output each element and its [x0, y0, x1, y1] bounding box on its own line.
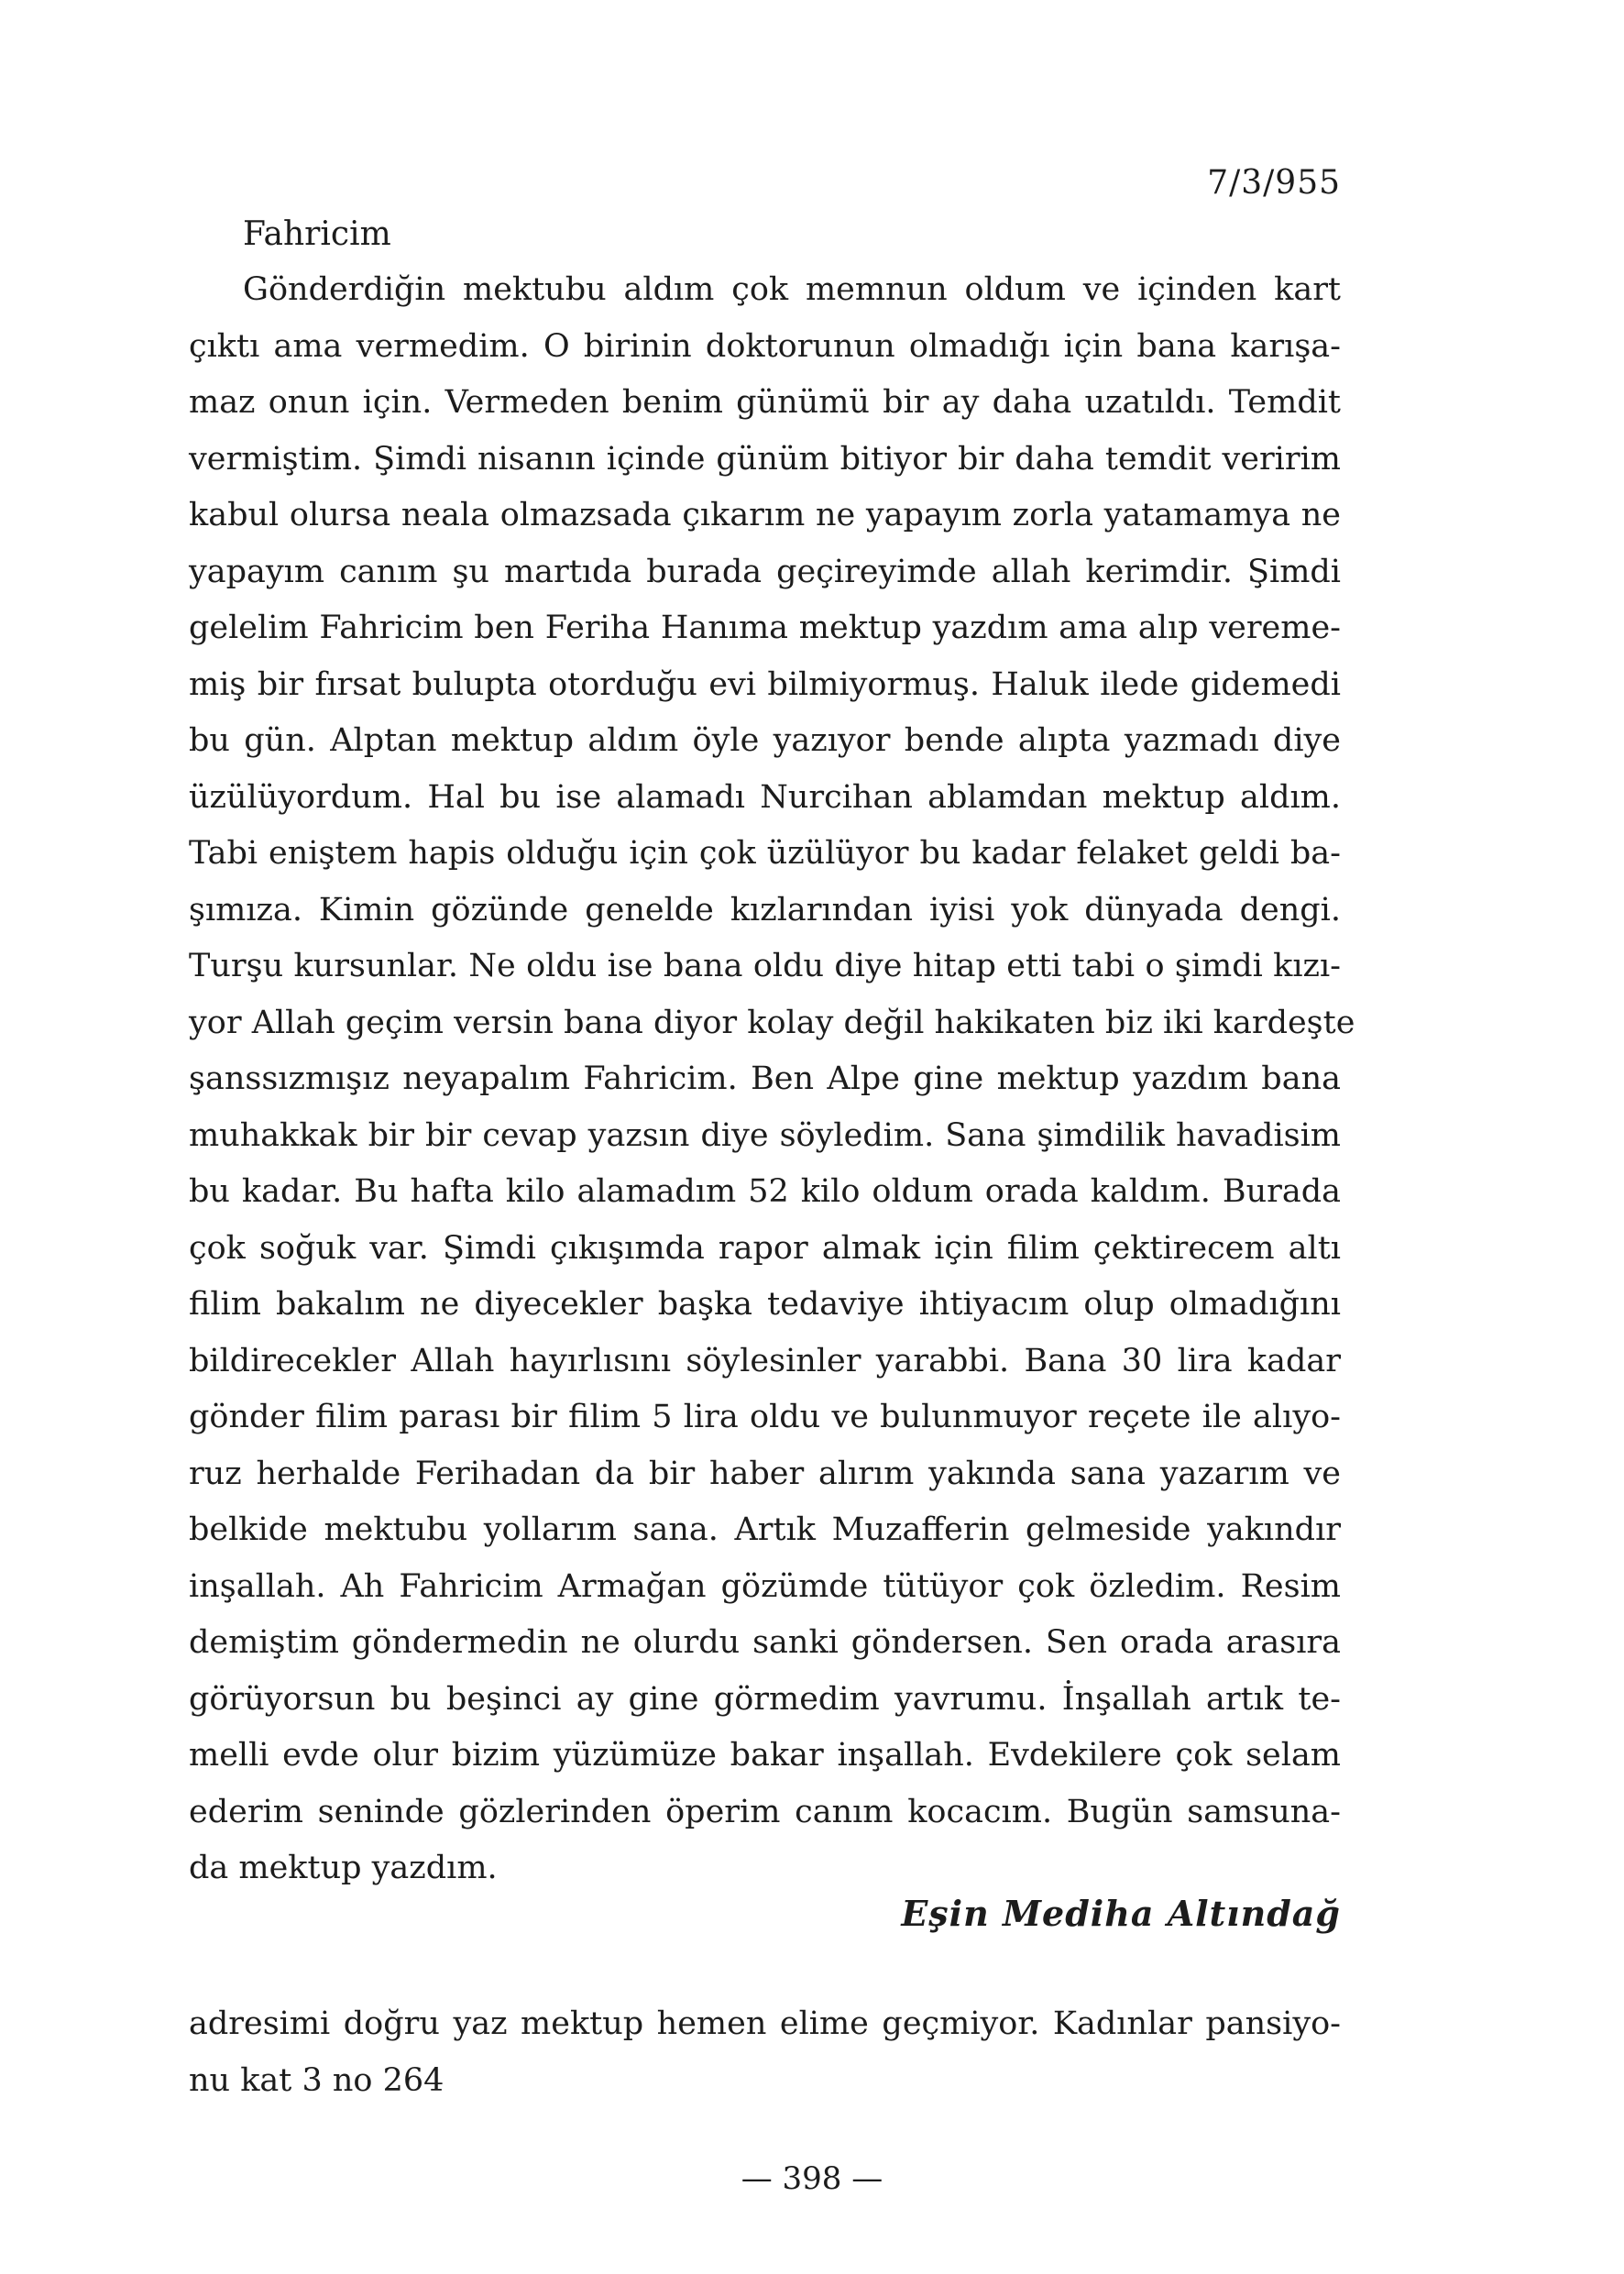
body-line: bu gün. Alptan mektup aldım öyle yazıyor bende alıpta yazmadı diye	[189, 722, 1341, 759]
body-line: maz onun için. Vermeden benim günümü bir ay daha uzatıldı. Temdit	[189, 384, 1341, 421]
body-line: melli evde olur bizim yüzümüze bakar inşallah. Evdekilere çok selam	[189, 1737, 1341, 1774]
body-line: demiştim göndermedin ne olurdu sanki göndersen. Sen orada arasıra	[189, 1624, 1341, 1661]
body-line: ruz herhalde Ferihadan da bir haber alırım yakında sana yazarım ve	[189, 1455, 1341, 1492]
body-line: yapayım canım şu martıda burada geçireyimde allah kerimdir. Şimdi	[189, 553, 1341, 590]
body-line: kabul olursa neala olmazsada çıkarım ne yapayım zorla yatamamya ne	[189, 497, 1341, 533]
body-line: çok soğuk var. Şimdi çıkışımda rapor almak için filim çektirecem altı	[189, 1229, 1341, 1267]
body-line: miş bir fırsat buluptа otorduğu evi bilmiyormuş. Haluk ilede gidemedi	[189, 665, 1341, 703]
postscript-line: nu kat 3 no 264	[189, 2061, 444, 2099]
page-number: — 398 —	[741, 2160, 883, 2197]
body-line: gönder filim parası bir filim 5 lira oldu ve bulunmuyor reçete ile alıyo-	[189, 1399, 1341, 1435]
body-line: üzülüyordum. Hal bu ise alamadı Nurcihan ablamdan mektup aldım.	[189, 778, 1341, 816]
body-line: Tabi eniştem hapis olduğu için çok üzülüyor bu kadar felaket geldi ba-	[189, 835, 1341, 872]
body-line: Turşu kursunlar. Ne oldu ise bana oldu diye hitap etti tabi o şimdi kızı-	[189, 948, 1341, 984]
letter-postscript	[189, 1996, 1341, 2109]
body-line: muhakkak bir bir cevap yazsın diye söyledim. Sana şimdilik havadisim	[189, 1116, 1341, 1154]
body-line: bu kadar. Bu hafta kilo alamadım 52 kilo oldum orada kaldım. Burada	[189, 1173, 1341, 1210]
body-line: da mektup yazdım.	[189, 1850, 498, 1886]
body-line: çıktı ama vermedim. O birinin doktorunun olmadığı için bana karışa-	[189, 327, 1341, 365]
body-line: filim bakalım ne diyecekler başka tedaviye ihtiyacım olup olmadığını	[189, 1286, 1341, 1323]
body-line: vermiştim. Şimdi nisanın içinde günüm bitiyor bir daha temdit veririm	[189, 440, 1341, 478]
body-line: yor Allah geçim versin bana diyor kolay değil hakikaten biz iki kardeşte	[189, 1004, 1355, 1041]
body-line: şımıza. Kimin gözünde genelde kızlarından iyisi yok dünyada dengi.	[189, 891, 1341, 928]
postscript-line: adresimi doğru yaz mektup hemen elime geçmiyor. Kadınlar pansiyo-	[189, 2005, 1341, 2042]
letter-signature: Eşin Mediha Altındağ	[901, 1893, 1341, 1934]
body-line: inşallah. Ah Fahricim Armağan gözümde tütüyor çok özledim. Resim	[189, 1567, 1341, 1605]
letter-date: 7/3/955	[1207, 164, 1341, 202]
body-line: ederim seninde gözlerinden öperim canım kocacım. Bugün samsuna-	[189, 1793, 1341, 1830]
body-line: şanssızmışız neyapalım Fahricim. Ben Alpe gine mektup yazdım bana	[189, 1060, 1341, 1097]
body-line: gelelim Fahricim ben Feriha Hanıma mektup yazdım ama alıp vereme-	[189, 610, 1341, 646]
body-line: belkide mektubu yollarım sana. Artık Muzafferin gelmeside yakındır	[189, 1511, 1341, 1548]
letter-body	[189, 262, 1355, 1897]
body-line: bildirecekler Allah hayırlısını söylesinler yarabbi. Bana 30 lira kadar	[189, 1342, 1341, 1379]
letter-salutation: Fahricim	[243, 215, 391, 253]
body-line: Gönderdiğin mektubu aldım çok memnun oldum ve içinden kart	[243, 271, 1341, 308]
body-line: görüyorsun bu beşinci ay gine görmedim yavrumu. İnşallah artık te-	[189, 1680, 1341, 1718]
